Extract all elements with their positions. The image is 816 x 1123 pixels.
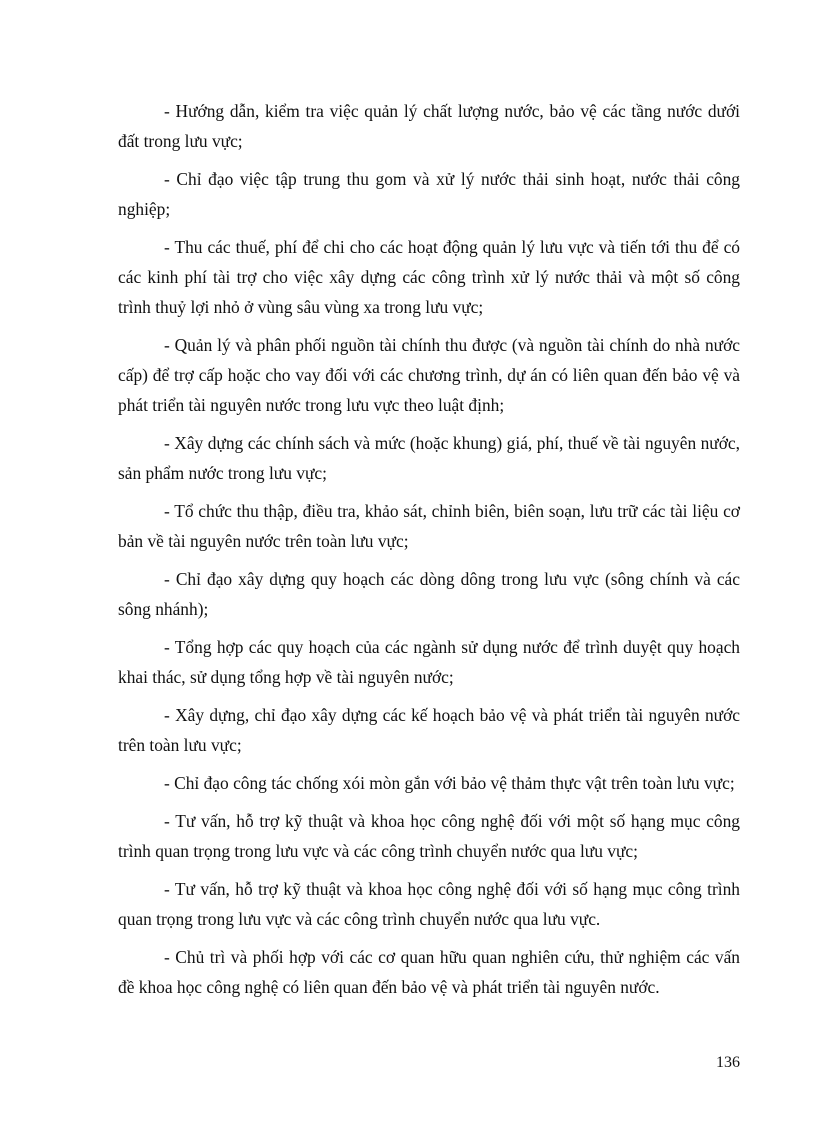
paragraph-12: - Tư vấn, hỗ trợ kỹ thuật và khoa học công nghệ đối với số hạng mục công trình quan trọng trong lưu vực và các công trình chuyển nước qua lưu vực. bbox=[118, 879, 740, 929]
body-text bbox=[118, 96, 740, 1010]
page-number: 136 bbox=[716, 1054, 740, 1071]
paragraph-10: - Chỉ đạo công tác chống xói mòn gắn với bảo vệ thảm thực vật trên toàn lưu vực; bbox=[164, 773, 735, 793]
paragraph-3: - Thu các thuế, phí để chi cho các hoạt động quản lý lưu vực và tiến tới thu để có các kinh phí tài trợ cho việc xây dựng các công trình xử lý nước thải và một số công trình thuỷ lợi nhỏ ở vùng sâu vùng xa trong lưu vực; bbox=[118, 237, 740, 317]
paragraph-5: - Xây dựng các chính sách và mức (hoặc khung) giá, phí, thuế về tài nguyên nước, sản phẩm nước trong lưu vực; bbox=[118, 433, 740, 483]
paragraph-13: - Chủ trì và phối hợp với các cơ quan hữu quan nghiên cứu, thử nghiệm các vấn đề khoa học công nghệ có liên quan đến bảo vệ và phát triển tài nguyên nước. bbox=[118, 947, 740, 997]
paragraph-7: - Chỉ đạo xây dựng quy hoạch các dòng dông trong lưu vực (sông chính và các sông nhánh); bbox=[118, 569, 740, 619]
paragraph-2: - Chỉ đạo việc tập trung thu gom và xử lý nước thải sinh hoạt, nước thải công nghiệp; bbox=[118, 169, 740, 219]
paragraph-9: - Xây dựng, chỉ đạo xây dựng các kế hoạch bảo vệ và phát triển tài nguyên nước trên toàn lưu vực; bbox=[118, 705, 740, 755]
paragraph-11: - Tư vấn, hỗ trợ kỹ thuật và khoa học công nghệ đối với một số hạng mục công trình quan trọng trong lưu vực và các công trình chuyển nước qua lưu vực; bbox=[118, 811, 740, 861]
paragraph-1: - Hướng dẫn, kiểm tra việc quản lý chất lượng nước, bảo vệ các tầng nước dưới đất trong lưu vực; bbox=[118, 101, 740, 151]
paragraph-6: - Tổ chức thu thập, điều tra, khảo sát, chỉnh biên, biên soạn, lưu trữ các tài liệu cơ bản về tài nguyên nước trên toàn lưu vực; bbox=[118, 501, 740, 551]
paragraph-8: - Tổng hợp các quy hoạch của các ngành sử dụng nước để trình duyệt quy hoạch khai thác, sử dụng tổng hợp về tài nguyên nước; bbox=[118, 637, 740, 687]
paragraph-4: - Quản lý và phân phối nguồn tài chính thu được (và nguồn tài chính do nhà nước cấp) để trợ cấp hoặc cho vay đối với các chương trình, dự án có liên quan đến bảo vệ và phát triển tài nguyên nước trong lưu vực theo luật định; bbox=[118, 335, 740, 415]
